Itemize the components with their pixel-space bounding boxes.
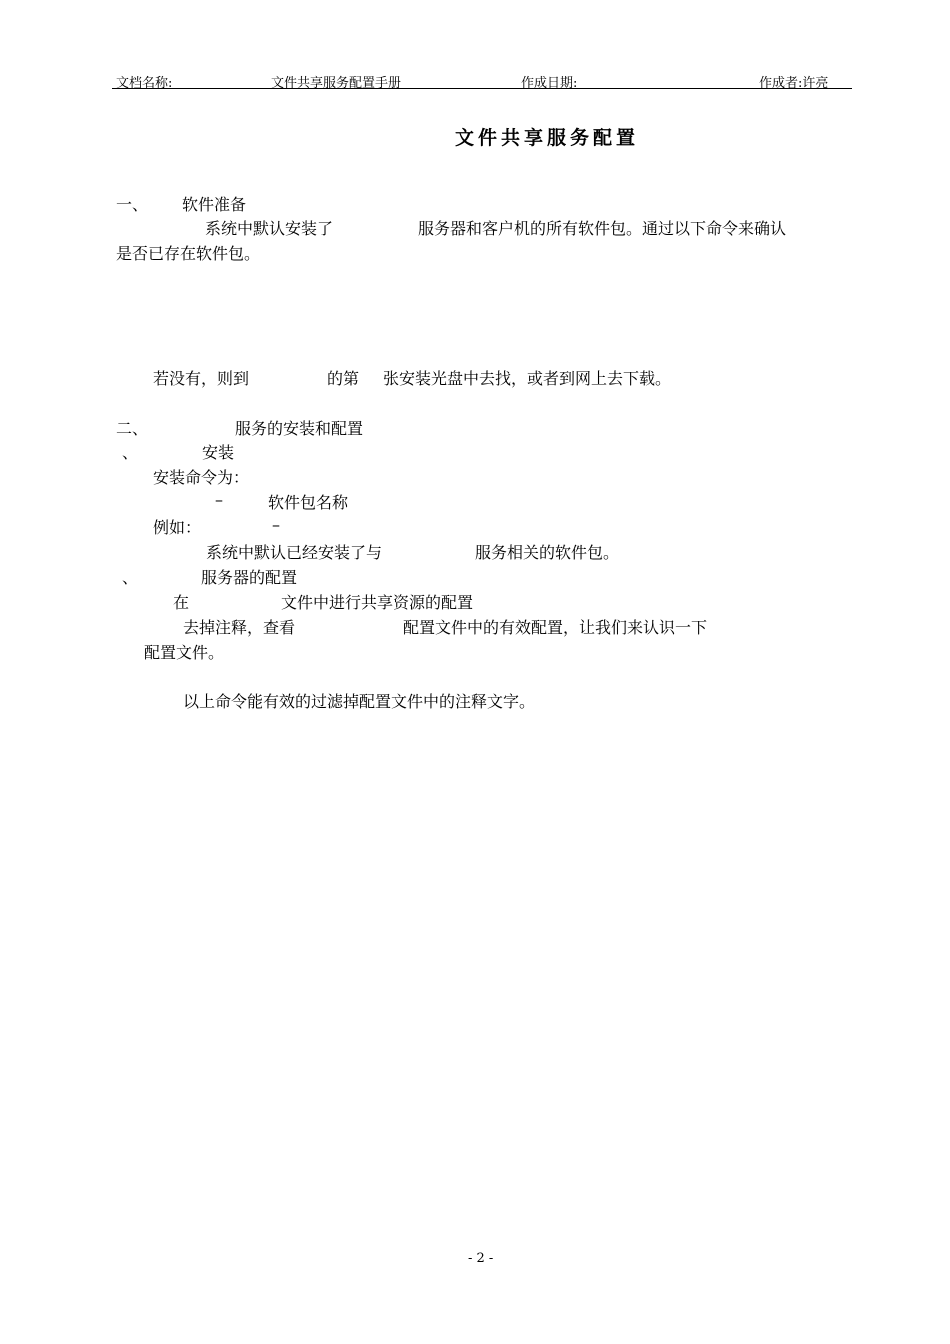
section1-number: 一、: [116, 195, 149, 214]
page-number: - 2 -: [468, 1251, 494, 1266]
sub2-title: 服务器的配置: [201, 568, 298, 587]
section2-number: 二、: [116, 419, 149, 438]
filter-note: 以上命令能有效的过滤掉配置文件中的注释文字。: [183, 692, 536, 711]
section1-heading: 软件准备: [182, 195, 247, 214]
sub1-title: 安装: [202, 443, 235, 462]
sub2-number: 、: [122, 568, 139, 587]
install-cmd-pkg: 软件包名称: [268, 493, 349, 512]
section1-fallback-b: 的第: [327, 369, 360, 388]
section1-text-line2: 是否已存在软件包。: [116, 244, 261, 263]
section1-fallback-a: 若没有，则到: [153, 369, 250, 388]
config-in-a: 在: [173, 593, 190, 612]
header-author: 作成者:许亮: [759, 76, 829, 91]
install-cmd-label: 安装命令为：: [153, 468, 250, 487]
example-dash: –: [272, 515, 280, 534]
header-date-label: 作成日期:: [521, 76, 578, 91]
config-file-text: 配置文件。: [144, 643, 225, 662]
default-installed-b: 服务相关的软件包。: [475, 543, 620, 562]
header-rule: [112, 88, 852, 89]
page-title: 文件共享服务配置: [455, 127, 640, 149]
remove-comment-a: 去掉注释，查看: [183, 618, 296, 637]
install-cmd-dash: –: [215, 490, 223, 509]
config-in-b: 文件中进行共享资源的配置: [281, 593, 474, 612]
header-doc-name-label: 文档名称:: [116, 76, 173, 91]
example-label: 例如：: [153, 518, 202, 537]
section1-fallback-c: 张安装光盘中去找，或者到网上去下载。: [383, 369, 672, 388]
section1-text-b: 服务器和客户机的所有软件包。通过以下命令来确认: [418, 219, 787, 238]
remove-comment-b: 配置文件中的有效配置，让我们来认识一下: [403, 618, 708, 637]
sub1-number: 、: [122, 443, 139, 462]
default-installed-a: 系统中默认已经安装了与: [206, 543, 383, 562]
header-doc-name: 文件共享服务配置手册: [271, 76, 402, 91]
section1-text-a: 系统中默认安装了: [205, 219, 334, 238]
section2-heading: 服务的安装和配置: [235, 419, 364, 438]
